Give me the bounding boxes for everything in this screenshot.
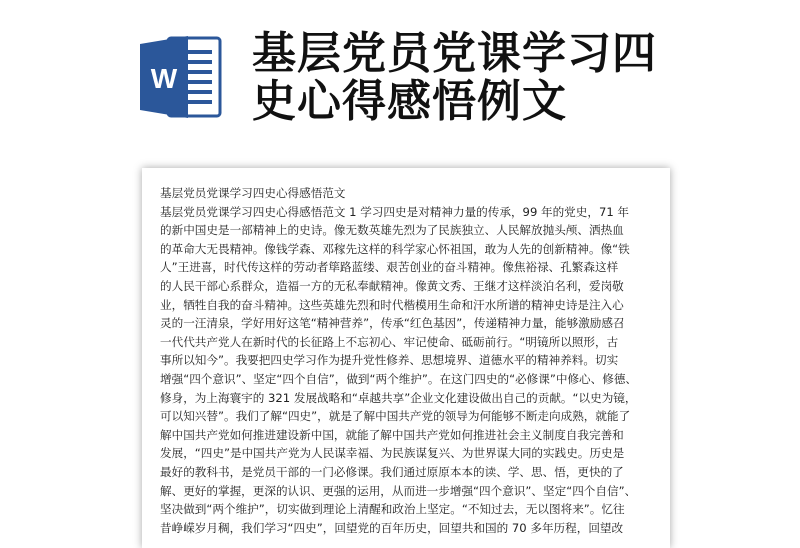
word-document-icon [140,32,224,122]
svg-text:W: W [150,63,178,94]
body-line: 的革命大无畏精神。像钱学森、邓稼先这样的科学家心怀祖国，敢为人先的创新精神。像“铁 [160,241,630,256]
body-line: 昔峥嵘岁月稠，我们学习“四史”，回望党的百年历史，回望共和国的 70 多年历程，回望改 [160,520,624,535]
body-line: 最好的教科书，是党员干部的一门必修课。我们通过原原本本的读、学、思、悟，更快的了 [160,464,624,479]
body-line: 基层党员党课学习四史心得感悟范文 1 学习四史是对精神力量的传承，99 年的党史，71 年 [160,204,630,219]
body-line: 可以知兴替”。我们了解“四史”，就是了解中国共产党的领导为何能够不断走向成熟，就能了 [160,409,631,424]
document-content [160,184,656,537]
body-line: 人”王进喜，时代传这样的劳动者筚路蓝缕、艰苦创业的奋斗精神。像焦裕禄、孔繁森这样 [160,260,619,275]
title-line-2: 史心得感悟例文 [252,76,567,127]
body-line: 发展，“四史”是中国共产党为人民谋幸福、为民族谋复兴、为世界谋大同的实践史。历史是 [160,446,625,461]
document-page [142,168,670,548]
body-line: 增强“四个意识”、坚定“四个自信”，做到“两个维护”。在这门四史的“必修课”中修心、修德、 [160,371,638,386]
body-line: 解、更好的掌握，更深的认识、更强的运用，从而进一步增强“四个意识”、坚定“四个自信”、 [160,483,637,498]
body-line: 修身，为上海寰宇的 321 发展战略和“卓越共享”企业文化建设做出自己的贡献。“以史为镜， [160,390,637,405]
body-line: 一代代共产党人在新时代的长征路上不忘初心、牢记使命、砥砺前行。“明镜所以照形，古 [160,334,619,349]
body-line: 的人民干部心系群众，造福一方的无私奉献精神。像黄文秀、王继才这样淡泊名利，爱岗敬 [160,278,624,293]
body-line: 事所以知今”。我要把四史学习作为提升党性修养、思想境界、道德水平的精神养料。切实 [160,353,619,368]
header [0,0,800,150]
document-heading: 基层党员党课学习四史心得感悟范文 [160,186,346,200]
page-title [252,30,772,126]
body-line: 坚决做到“两个维护”，切实做到理论上清醒和政治上坚定。“不知过去，无以图将来”。忆往 [160,502,625,517]
body-line: 业，牺牲自我的奋斗精神。这些英雄先烈和时代楷模用生命和汗水所谱的精神史诗是注入心 [160,297,624,312]
body-line: 解中国共产党如何推进建设新中国，就能了解中国共产党如何推进社会主义制度自我完善和 [160,427,624,442]
document-body [160,203,656,538]
body-line: 的新中国史是一部精神上的史诗。像无数英雄先烈为了民族独立、人民解放抛头颅、洒热血 [160,223,624,238]
title-line-1: 基层党员党课学习四 [252,28,657,79]
body-line: 灵的一汪清泉，学好用好这笔“精神营养”，传承“红色基因”，传递精神力量，能够激励感召 [160,316,625,331]
